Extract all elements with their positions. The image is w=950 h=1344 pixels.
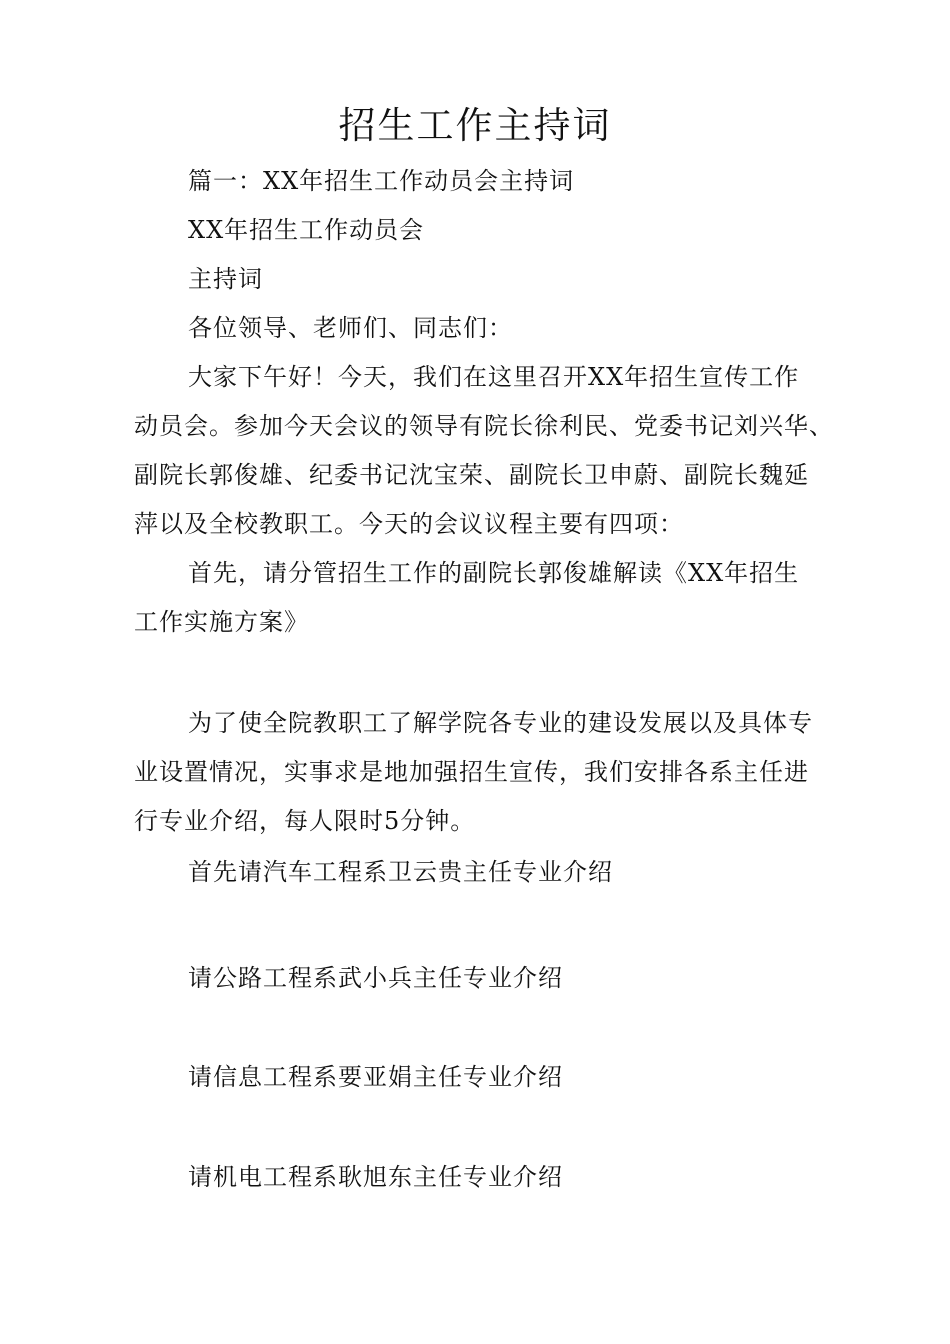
paragraph-introductions xyxy=(134,699,834,846)
paragraph-line: 首先，请分管招生工作的副院长郭俊雄解读《XX年招生 xyxy=(188,559,800,587)
paragraph-line: 副院长郭俊雄、纪委书记沈宝荣、副院长卫申蔚、副院长魏延 xyxy=(134,461,809,489)
paragraph-line: 业设置情况，实事求是地加强招生宣传，我们安排各系主任进 xyxy=(134,758,809,786)
greeting: 各位领导、老师们、同志们： xyxy=(188,314,513,342)
agenda-item-highway: 请公路工程系武小兵主任专业介绍 xyxy=(188,964,563,992)
paragraph-agenda-first xyxy=(134,549,834,647)
paragraph-opening xyxy=(134,353,834,549)
paragraph-line: 动员会。参加今天会议的领导有院长徐利民、党委书记刘兴华、 xyxy=(134,412,834,440)
agenda-item-information: 请信息工程系要亚娟主任专业介绍 xyxy=(188,1063,563,1091)
paragraph-line: 行专业介绍，每人限时5分钟。 xyxy=(134,807,476,835)
paragraph-line: 工作实施方案》 xyxy=(134,608,309,636)
heading-meeting: XX年招生工作动员会 xyxy=(188,216,425,244)
document-title: 招生工作主持词 xyxy=(338,104,612,147)
agenda-item-automotive: 首先请汽车工程系卫云贵主任专业介绍 xyxy=(188,858,613,886)
paragraph-line: 萍以及全校教职工。今天的会议议程主要有四项： xyxy=(134,510,684,538)
heading-part-one: 篇一：XX年招生工作动员会主持词 xyxy=(188,167,575,195)
paragraph-line: 为了使全院教职工了解学院各专业的建设发展以及具体专 xyxy=(188,709,813,737)
agenda-item-electromechanical: 请机电工程系耿旭东主任专业介绍 xyxy=(188,1163,563,1191)
heading-host-speech: 主持词 xyxy=(188,265,263,293)
paragraph-line: 大家下午好！今天，我们在这里召开XX年招生宣传工作 xyxy=(188,363,800,391)
